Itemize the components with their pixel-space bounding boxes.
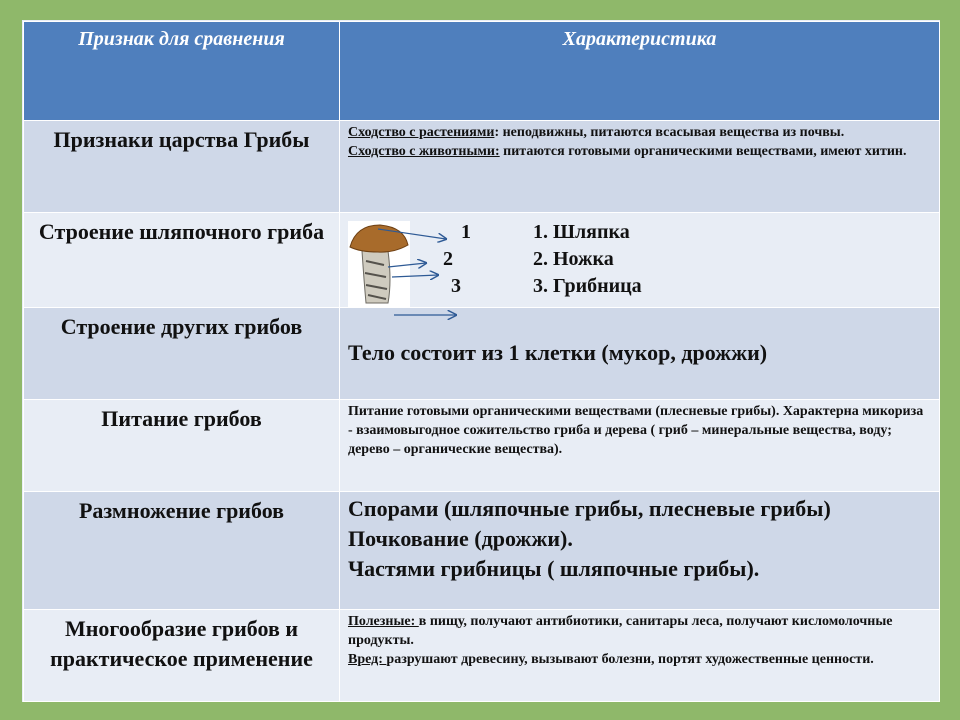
reproduction-line: Почкование (дрожжи).: [348, 526, 573, 551]
header-criterion: Признак для сравнения: [24, 22, 340, 121]
part-number: 1: [461, 221, 471, 243]
pointer-arrows: [348, 215, 468, 325]
row-content-kingdom: [340, 121, 940, 213]
table-row: [24, 213, 940, 308]
row-label-cap-structure: Строение шляпочного гриба: [24, 213, 340, 308]
reproduction-line: Спорами (шляпочные грибы, плесневые грибы): [348, 496, 831, 521]
part-names: [533, 219, 642, 300]
animals-similarity-label: Сходство с животными:: [348, 144, 500, 159]
table-row: [24, 308, 940, 400]
header-characteristic: Характеристика: [340, 22, 940, 121]
row-label-reproduction: Размножение грибов: [24, 492, 340, 610]
row-label-kingdom: Признаки царства Грибы: [24, 121, 340, 213]
row-content-nutrition: Питание готовыми органическими веществами (плесневые грибы). Характерна микориза - взаимовыгодное сожительство гриба и дерева ( гриб – минеральные вещества, воду; дерево – органические вещества).: [340, 400, 940, 492]
row-label-diversity: Многообразие грибов и практическое применение: [24, 610, 340, 702]
fungi-comparison-table: [23, 21, 940, 702]
useful-text: в пищу, получают антибиотики, санитары леса, получают кисломолочные продукты.: [348, 614, 893, 648]
row-content-diversity: [340, 610, 940, 702]
part-number: 2: [443, 248, 453, 270]
row-label-nutrition: Питание грибов: [24, 400, 340, 492]
part-name: 2. Ножка: [533, 248, 614, 270]
harm-text: разрушают древесину, вызывают болезни, портят художественные ценности.: [386, 652, 874, 667]
plants-similarity-label: Сходство с растениями: [348, 125, 495, 140]
row-content-reproduction: [340, 492, 940, 610]
animals-similarity-text: питаются готовыми органическими веществами, имеют хитин.: [499, 144, 907, 159]
part-name: 1. Шляпка: [533, 221, 630, 243]
row-label-other-structure: Строение других грибов: [24, 308, 340, 400]
row-content-cap-structure: [340, 213, 940, 308]
part-number: 3: [451, 275, 461, 297]
other-structure-text: Тело состоит из 1 клетки (мукор, дрожжи): [348, 340, 768, 365]
reproduction-line: Частями грибницы ( шляпочные грибы).: [348, 556, 760, 581]
table-header-row: [24, 22, 940, 121]
part-name: 3. Грибница: [533, 275, 642, 297]
table-row: [24, 492, 940, 610]
plants-similarity-text: : неподвижны, питаются всасывая вещества из почвы.: [494, 125, 845, 140]
table-row: [24, 400, 940, 492]
table-row: [24, 121, 940, 213]
table-row: [24, 610, 940, 702]
useful-label: Полезные:: [348, 614, 419, 629]
harm-label: Вред:: [348, 652, 387, 667]
comparison-table-frame: [22, 20, 940, 702]
